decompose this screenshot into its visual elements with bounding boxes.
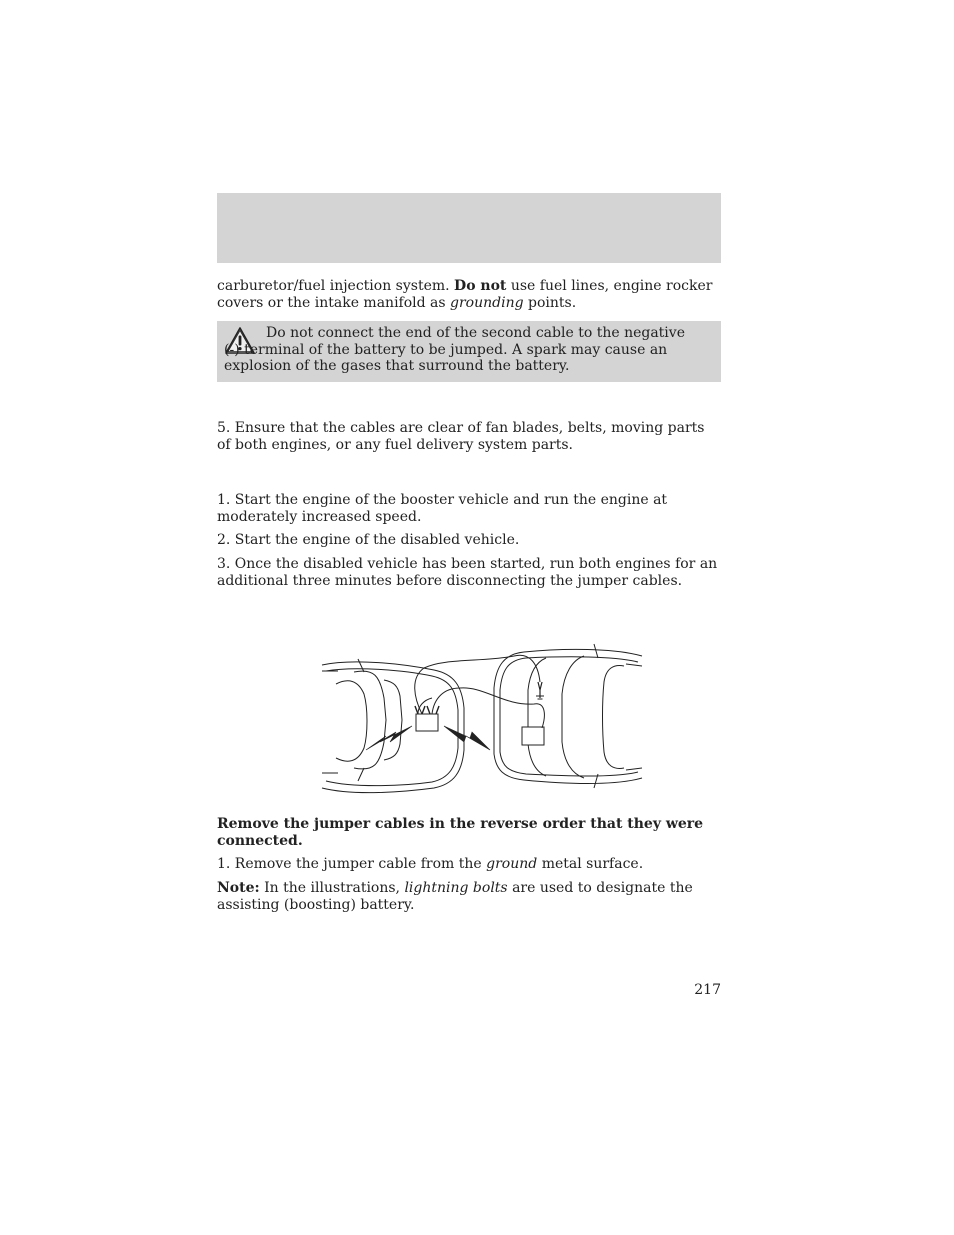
jumper-cable-1 [415,655,540,714]
jumper-cable-vehicles-illustration [314,638,646,802]
booster-battery [416,714,438,731]
grounding-emphasis: grounding [450,294,524,311]
page-number: 217 [694,982,721,998]
booster-vehicle-outline [322,659,464,793]
note-paragraph: Note: In the illustrations, lightning bolts are used to designate the assisting (boosting) battery. [217,880,693,913]
step-5: 5. Ensure that the cables are clear of fan blades, belts, moving parts of both engines, or any fuel delivery system parts. [217,420,705,453]
disabled-battery [522,727,544,745]
remove-heading: Remove the jumper cables in the reverse order that they were connected. [217,816,704,849]
remove-step-1: 1. Remove the jumper cable from the ground metal surface. [217,856,644,872]
start-step-2: 2. Start the engine of the disabled vehicle. [217,532,520,548]
lightning-bolts-emphasis: lightning bolts [404,880,508,896]
section-header-band [217,193,721,263]
do-not-emphasis: Do not [454,278,507,294]
intro-paragraph: carburetor/fuel injection system. Do not use fuel lines, engine rocker covers or the intake manifold as grounding points. [217,278,713,311]
lightning-bolt-left [366,726,412,750]
start-step-3: 3. Once the disabled vehicle has been started, run both engines for an additional three minutes before disconnecting the jumper cables. [217,556,718,589]
ground-emphasis: ground [486,856,538,872]
start-step-1: 1. Start the engine of the booster vehicle and run the engine at moderately increased speed. [217,492,668,525]
warning-box [217,321,721,382]
note-label: Note: [217,880,260,896]
disabled-vehicle-outline [494,644,642,788]
lightning-bolt-right [444,726,490,750]
warning-text: Do not connect the end of the second cable to the negative (-) terminal of the battery to be jumped. A spark may cause an explosion of the gases that surround the battery. [224,325,685,374]
